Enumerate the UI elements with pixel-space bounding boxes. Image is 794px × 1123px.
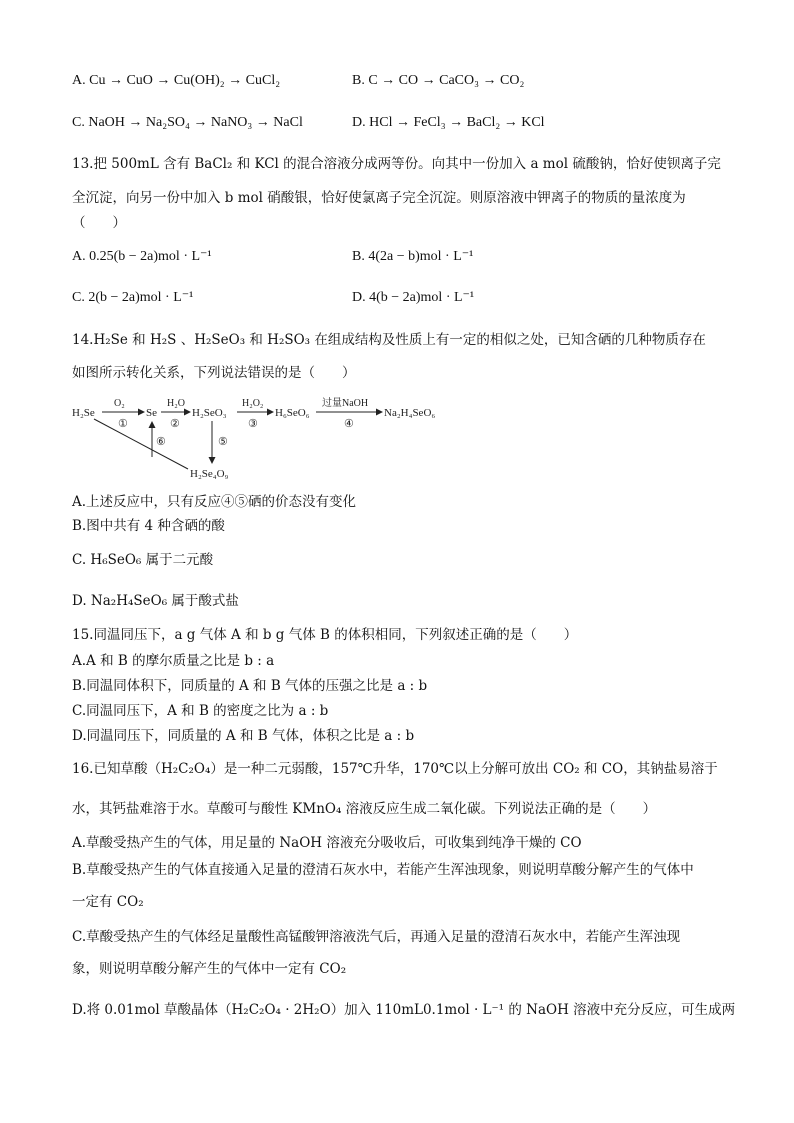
reaction-number-2: ② — [170, 418, 180, 430]
q13-option-d: D. 4(b − 2a)mol · L⁻¹ — [352, 290, 475, 305]
q14-option-a: A.上述反应中，只有反应④⑤硒的价态没有变化 — [72, 494, 357, 510]
q13-option-b: B. 4(2a − b)mol · L⁻¹ — [352, 249, 474, 264]
q16-option-b-line1: B.草酸受热产生的气体直接通入足量的澄清石灰水中，若能产生浑浊现象，则说明草酸分解产生的气体中 — [72, 862, 694, 878]
q15-stem: 15.同温同压下，a g 气体 A 和 b g 气体 B 的体积相同，下列叙述正确的是（ ） — [72, 627, 578, 643]
q15-option-d: D.同温同压下，同质量的 A 和 B 气体，体积之比是 a : b — [72, 728, 415, 744]
q14-option-b: B.图中共有 4 种含硒的酸 — [72, 518, 225, 534]
reagent-h2o: H₂O — [167, 398, 185, 409]
q15-option-c: C.同温同压下，A 和 B 的密度之比为 a : b — [72, 703, 329, 719]
q13-stem-line2: 全沉淀，向另一份中加入 b mol 硝酸银，恰好使氯离子完全沉淀。则原溶液中钾离子的物质的量浓度为 — [72, 190, 686, 206]
selenium-conversion-diagram — [72, 389, 452, 481]
q16-option-d-line1: D.将 0.01mol 草酸晶体（H₂C₂O₄ · 2H₂O）加入 110mL0.1mol · L⁻¹ 的 NaOH 溶液中充分反应，可生成两 — [72, 1002, 736, 1018]
reaction-number-1: ① — [118, 418, 128, 430]
q16-option-c-line1: C.草酸受热产生的气体经足量酸性高锰酸钾溶液洗气后，再通入足量的澄清石灰水中，若能产生浑浊现 — [72, 929, 681, 945]
q12-option-c-formula: NaOH → Na₂SO₄ → NaNO₃ → NaCl — [88, 115, 303, 130]
reagent-o2: O₂ — [114, 398, 125, 409]
reagent-h2o2: H₂O₂ — [242, 398, 264, 409]
q12-option-a — [72, 72, 280, 90]
q15-option-a: A.A 和 B 的摩尔质量之比是 b : a — [72, 653, 275, 669]
reagent-excess-naoh: 过量NaOH — [322, 398, 369, 409]
q14-stem-line1: 14.H₂Se 和 H₂S 、H₂SeO₃ 和 H₂SO₃ 在组成结构及性质上有一定的相似之处，已知含硒的几种物质存在 — [72, 332, 706, 348]
q16-stem-line1: 16.已知草酸（H₂C₂O₄）是一种二元弱酸，157℃升华，170℃以上分解可放出 CO₂ 和 CO，其钠盐易溶于 — [72, 761, 718, 777]
q14-option-d: D. Na₂H₄SeO₆ 属于酸式盐 — [72, 593, 239, 609]
q13-option-a: A. 0.25(b − 2a)mol · L⁻¹ — [72, 249, 212, 264]
q16-stem-line2: 水，其钙盐难溶于水。草酸可与酸性 KMnO₄ 溶液反应生成二氧化碳。下列说法正确的是（ ） — [72, 801, 657, 817]
reaction-number-4: ④ — [344, 418, 354, 430]
q16-option-c-line2: 象，则说明草酸分解产生的气体中一定有 CO₂ — [72, 961, 347, 977]
reaction-number-6: ⑥ — [156, 436, 166, 448]
reaction-number-5: ⑤ — [218, 436, 228, 448]
reaction-number-3: ③ — [248, 418, 258, 430]
q14-option-c: C. H₆SeO₆ 属于二元酸 — [72, 552, 214, 568]
species-h6seo6: H₆SeO₆ — [275, 407, 310, 419]
q15-option-b: B.同温同体积下，同质量的 A 和 B 气体的压强之比是 a : b — [72, 678, 428, 694]
q12-option-c — [72, 114, 303, 132]
q12-option-d-formula: HCl → FeCl₃ → BaCl₂ → KCl — [369, 115, 545, 130]
q12-option-b-formula: C → CO → CaCO₃ → CO₂ — [368, 73, 525, 88]
species-h2seo3: H₂SeO₃ — [192, 407, 227, 419]
q12-option-a-formula: Cu → CuO → Cu(OH)₂ → CuCl₂ — [89, 73, 281, 88]
q16-option-a: A.草酸受热产生的气体，用足量的 NaOH 溶液充分吸收后，可收集到纯净干燥的 CO — [72, 835, 582, 851]
species-na2h4seo6: Na₂H₄SeO₆ — [384, 407, 436, 419]
q12-option-d — [352, 114, 545, 132]
q12-option-b-letter: B. — [352, 73, 365, 88]
q12-option-d-letter: D. — [352, 115, 366, 130]
q13-stem-line3: （ ） — [72, 215, 126, 231]
species-h2se4o9: H₂Se₄O₉ — [190, 468, 229, 480]
q13-stem-line1: 13.把 500mL 含有 BaCl₂ 和 KCl 的混合溶液分成两等份。向其中一份加入 a mol 硫酸钠，恰好使钡离子完 — [72, 156, 721, 172]
species-h2se: H₂Se — [72, 407, 95, 419]
q14-stem-line2: 如图所示转化关系，下列说法错误的是（ ） — [72, 365, 356, 381]
q12-option-c-letter: C. — [72, 115, 85, 130]
q12-option-a-letter: A. — [72, 73, 86, 88]
q16-option-b-line2: 一定有 CO₂ — [72, 894, 144, 910]
q12-option-b — [352, 72, 524, 90]
species-se: Se — [146, 407, 157, 419]
q13-option-c: C. 2(b − 2a)mol · L⁻¹ — [72, 290, 194, 305]
